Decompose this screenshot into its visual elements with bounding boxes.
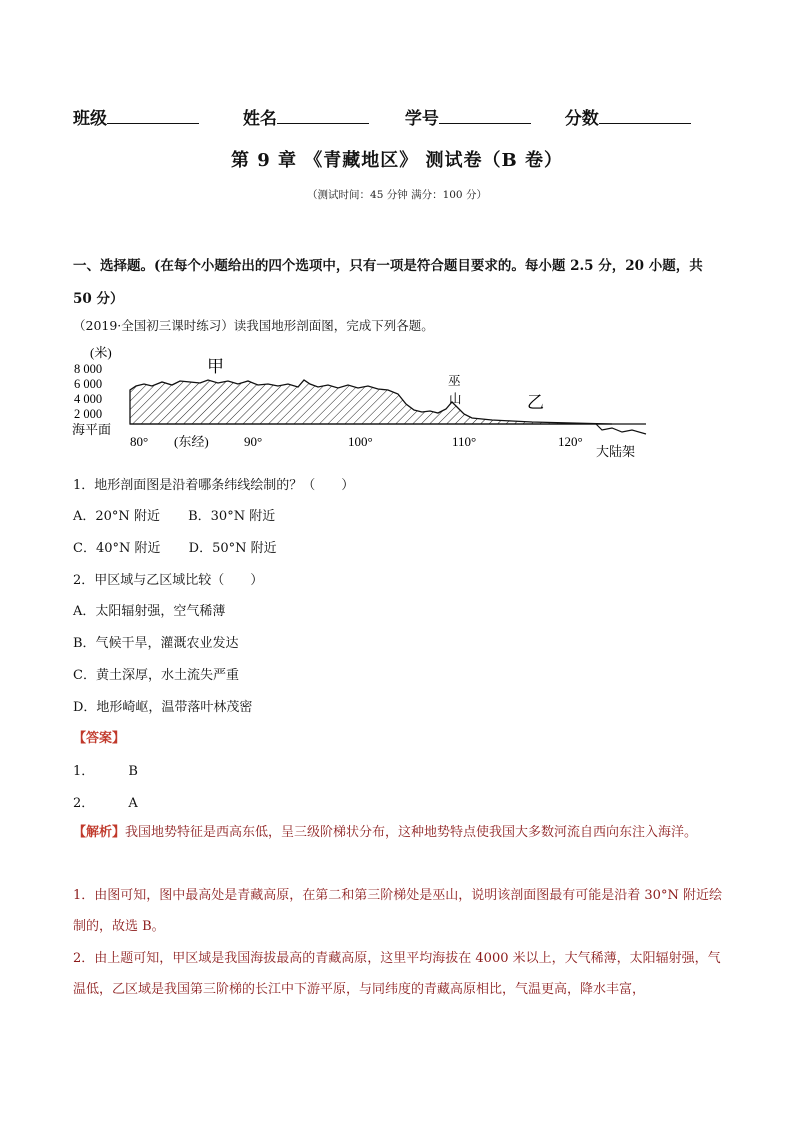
analysis-intro [73, 817, 723, 848]
id-blank[interactable] [439, 107, 531, 124]
exam-title: 第 9 章 《青藏地区》 测试卷（B 卷） [230, 150, 564, 171]
score-label: 分数 [564, 109, 599, 129]
analysis-tag: 【解析】 [73, 825, 126, 840]
y-unit-label: (米) [90, 345, 112, 360]
question-1-options-row2 [73, 537, 277, 556]
label-shan: 山 [449, 391, 462, 406]
name-label: 姓名 [242, 109, 277, 129]
label-continental-shelf: 大陆架 [596, 445, 636, 460]
q2-option-c[interactable]: C．黄土深厚，水土流失严重 [73, 668, 239, 683]
class-label: 班级 [73, 109, 107, 129]
name-blank[interactable] [277, 107, 369, 124]
source-line: （2019·全国初三课时练习）读我国地形剖面图，完成下列各题。 [73, 318, 434, 333]
answer-1-number: 1． [73, 764, 95, 779]
terrain-profile-figure [72, 340, 650, 462]
analysis-paragraph-1: 1．由图可知，图中最高处是青藏高原，在第二和第三阶梯处是巫山，说明该剖面图最有可能是沿着 30°N 附近绘制的，故选 B。 [73, 888, 722, 934]
x-tick-80: 80° [130, 434, 149, 449]
answer-item-1 [73, 760, 138, 779]
answer-1-value: B [128, 764, 138, 779]
answer-2-number: 2． [73, 796, 95, 811]
q2-option-a[interactable]: A．太阳辐射强，空气稀薄 [73, 604, 226, 619]
question-1-options-row1 [73, 505, 275, 524]
score-blank[interactable] [599, 107, 691, 124]
y-tick-6000: 6 000 [74, 377, 103, 391]
x-tick-120: 120° [558, 434, 583, 449]
y-tick-2000: 2 000 [74, 407, 103, 421]
label-jia: 甲 [207, 357, 224, 377]
id-label: 学号 [404, 109, 439, 129]
sea-level-label: 海平面 [72, 423, 112, 438]
q2-option-b[interactable]: B．气候干旱，灌溉农业发达 [73, 636, 239, 651]
label-wu: 巫 [448, 373, 461, 388]
q1-option-c[interactable]: C．40°N 附近 [73, 541, 161, 556]
class-blank[interactable] [107, 107, 199, 124]
section-heading: 一、选择题。(在每个小题给出的四个选项中，只有一项是符合题目要求的。每小题 2.5 分，20 小题，共 50 分） [73, 258, 703, 307]
student-info-line [73, 104, 733, 129]
x-tick-100: 100° [348, 434, 373, 449]
answer-2-value: A [128, 796, 138, 811]
answer-item-2 [73, 792, 138, 811]
q1-option-d[interactable]: D．50°N 附近 [188, 541, 277, 556]
x-tick-90: 90° [244, 434, 263, 449]
y-tick-8000: 8 000 [74, 362, 103, 376]
q2-option-d[interactable]: D．地形崎岖，温带落叶林茂密 [73, 700, 253, 715]
question-1-stem: 1．地形剖面图是沿着哪条纬线绘制的？（ ） [73, 478, 355, 493]
q1-option-b[interactable]: B．30°N 附近 [188, 509, 276, 524]
label-yi: 乙 [527, 393, 544, 413]
y-tick-4000: 4 000 [74, 392, 103, 406]
exam-subtitle: （测试时间：45 分钟 满分：100 分） [307, 189, 487, 201]
analysis-intro-text: 我国地势特征是西高东低，呈三级阶梯状分布，这种地势特点使我国大多数河流自西向东注入海洋。 [125, 825, 698, 840]
answer-tag: 【答案】 [73, 731, 126, 746]
question-2-stem: 2．甲区域与乙区域比较（ ） [73, 573, 264, 588]
x-tick-110: 110° [452, 434, 477, 449]
analysis-paragraph-2: 2．由上题可知，甲区域是我国海拔最高的青藏高原，这里平均海拔在 4000 米以上，大气稀薄，太阳辐射强，气温低，乙区域是我国第三阶梯的长江中下游平原，与同纬度的青藏高原相比，气温更高，降水丰富， [73, 951, 721, 997]
x-axis-unit: (东经) [174, 434, 209, 449]
q1-option-a[interactable]: A．20°N 附近 [73, 509, 160, 524]
